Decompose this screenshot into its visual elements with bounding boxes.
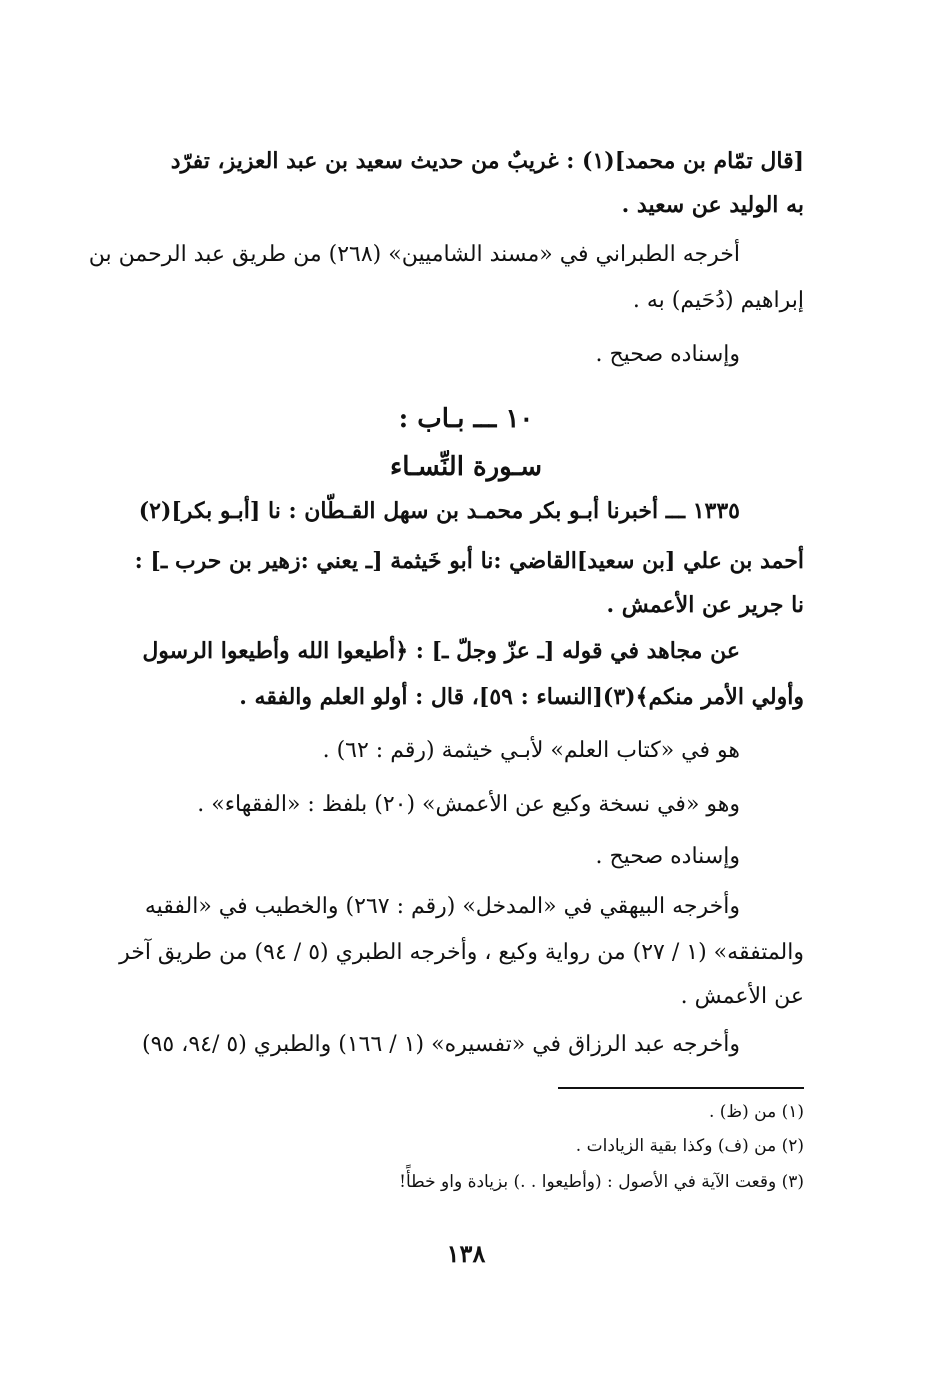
tammam-comment-line-2: به الوليد عن سعيد . [621, 192, 804, 218]
takhrij-abdurrazzaq: وأخرجه عبد الرزاق في «تفسيره» (١ / ١٦٦) والطبري (٥ /٩٤، ٩٥) [142, 1032, 740, 1057]
takhrij-bayhaqi-line-3: عن الأعمش . [680, 984, 804, 1009]
takhrij-bayhaqi-line-2: والمتفقه» (١ / ٢٧) من رواية وكيع ، وأخرجه الطبري (٥ / ٩٤) من طريق آخر [119, 940, 804, 965]
isnad-grade-1: وإسناده صحيح . [595, 342, 740, 367]
isnad-grade-2: وإسناده صحيح . [595, 844, 740, 869]
hadith-isnad-line-1: ١٣٣٥ ـــ أخبرنا أبـو بكر محمـد بن سهل القـطّان : نا [أبـو بكر](٢) [138, 498, 740, 524]
note-kitab-al-ilm: هو في «كتاب العلم» لأبـي خيثمة (رقم : ٦٢) . [322, 738, 740, 763]
hadith-isnad-line-3: نا جرير عن الأعمش . [606, 592, 804, 618]
footnote-separator [558, 1087, 804, 1089]
page-number: ١٣٨ [446, 1239, 486, 1268]
takhrij-tabarani-line-1: أخرجه الطبراني في «مسند الشاميين» (٢٦٨) من طريق عبد الرحمن بن [88, 242, 740, 267]
hadith-isnad-line-2: أحمد بن علي [بن سعيد]القاضي :نا أبو خَيثمة [ـ يعني :زهير بن حرب ـ] : [134, 548, 804, 574]
footnote-3: (٣) وقعت الآية في الأصول : (وأطيعوا . .) بزيادة واو خطأً! [399, 1172, 804, 1192]
note-nuskhat-waki: وهو «في نسخة وكيع عن الأعمش» (٢٠) بلفظ : «الفقهاء» . [197, 792, 740, 817]
chapter-title: سـورة النِّسـاء [389, 452, 542, 482]
chapter-number: ١٠ ـــ بـاب : [398, 404, 534, 434]
takhrij-bayhaqi-line-1: وأخرجه البيهقي في «المدخل» (رقم : ٢٦٧) والخطيب في «الفقيه [144, 894, 740, 919]
footnote-1: (١) من (ظ) . [708, 1102, 804, 1122]
tammam-comment-line-1: [قال تمّام بن محمد](١) : غريبٌ من حديث سعيد بن عبد العزيز، تفرّد [170, 148, 804, 174]
footnote-2: (٢) من (ف) وكذا بقية الزيادات . [575, 1136, 804, 1156]
takhrij-tabarani-line-2: إبراهيم (دُحَيم) به . [632, 288, 804, 313]
hadith-matn-line-2: وأولي الأمر منكم﴾(٣)[النساء : ٥٩]، قال : أولو العلم والفقه . [239, 684, 804, 710]
hadith-matn-line-1: عن مجاهد في قوله [ـ عزّ وجلّ ـ] : ﴿أطيعوا الله وأطيعوا الرسول [142, 638, 740, 664]
